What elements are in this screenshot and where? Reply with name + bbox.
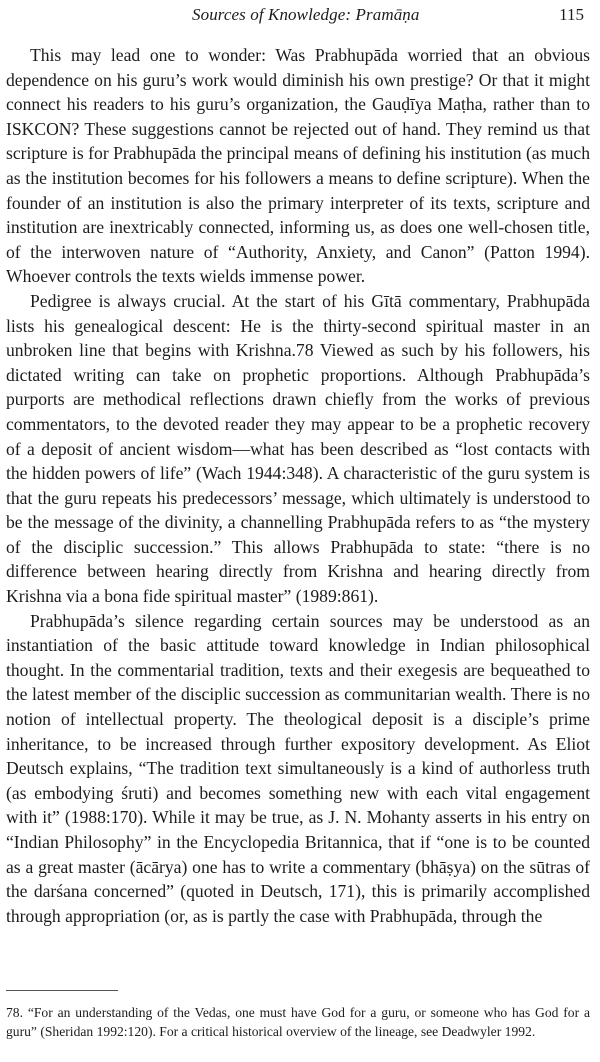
paragraph-3: Prabhupāda’s silence regarding certain sources may be understood as an instantiation of the basic attitude toward knowledge in Indian philosophical thought. In the commentarial tradition, texts and their exegesis are bequeathed to the latest member of the disciplic succession as communitarian wealth. There is no notion of intellectual property. The theological deposit is a disciple’s prime inheritance, to be increased through further expository development. As Eliot Deutsch explains, “The tradition text simultaneously is a kind of authorless truth (as embodying śruti) and becomes something new with each vital engagement with it” (1988:170). While it may be true, as J. N. Mohanty asserts in his entry on “Indian Philosophy” in the Encyclopedia Britannica, that if “one is to be counted as a great master (ācārya) one has to write a commentary (bhāṣya) on the sūtras of the darśana concerned” (quoted in Deutsch, 171), this is primarily accomplished through appropriation (or, as is partly the case with Prabhupāda, through the bbox=[6, 610, 590, 926]
footnote-divider bbox=[6, 990, 118, 991]
body-text bbox=[6, 43, 590, 928]
paragraph-2: Pedigree is always crucial. At the start of his Gītā commentary, Prabhupāda lists his genealogical descent: He is the thirty-second spiritual master in an unbroken line that begins with Krishna.78 Viewed as such by his followers, his dictated writing can take on prophetic proportions. Although Prabhupāda’s purports are methodical reflections drawn chiefly from the works of previous commentators, to the devoted reader they may appear to be a prophetic recovery of a deposit of ancient wisdom—what has been described as “lost contacts with the hidden powers of life” (Wach 1944:348). A characteristic of the guru system is that the guru repeats his predecessors’ message, which ultimately is understood to be the message of the divinity, a channelling Prabhupāda refers to as “the mystery of the disciplic succession.” This allows Prabhupāda to state: “there is no difference between hearing directly from Krishna and hearing directly from Krishna via a bona fide spiritual master” (1989:861). bbox=[6, 290, 590, 607]
paragraph-1: This may lead one to wonder: Was Prabhupāda worried that an obvious dependence on his guru’s work would diminish his own prestige? Or that it might connect his readers to his guru’s organization, the Gauḍīya Maṭha, rather than to ISKCON? These suggestions cannot be rejected out of hand. They remind us that scripture is for Prabhupāda the principal means of defining his institution (as much as the institution becomes for his followers a means to define scripture). When the founder of an institution is also the primary interpreter of its texts, scripture and institution are inextricably connected, informing us, as does one well-chosen title, of the interwoven nature of “Authority, Anxiety, and Canon” (Patton 1994). Whoever controls the texts wields immense power. bbox=[6, 45, 590, 287]
page-header bbox=[0, 2, 600, 28]
footnote-block bbox=[6, 1003, 590, 1041]
footnote-78: 78. “For an understanding of the Vedas, one must have God for a guru, or someone who has God for a guru” (Sheridan 1992:120). For a critical historical overview of the lineage, see Deadwyler 1992. bbox=[6, 1005, 590, 1039]
page-number: 115 bbox=[559, 5, 584, 24]
running-head: Sources of Knowledge: Pramāṇa bbox=[192, 5, 420, 24]
